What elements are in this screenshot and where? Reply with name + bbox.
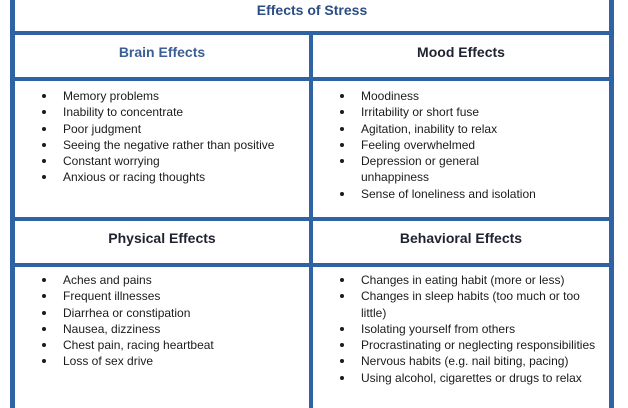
list-item: Nervous habits (e.g. nail biting, pacing) bbox=[313, 353, 609, 369]
list-item: Depression or general unhappiness bbox=[313, 153, 521, 186]
mood-effects-list bbox=[313, 88, 609, 202]
list-item: Using alcohol, cigarettes or drugs to relax bbox=[313, 370, 609, 386]
list-item: Procrastinating or neglecting responsibilities bbox=[313, 337, 609, 353]
table-title-cell bbox=[15, 0, 609, 31]
list-item: Inability to concentrate bbox=[15, 104, 309, 120]
list-item: Isolating yourself from others bbox=[313, 321, 609, 337]
list-item: Irritability or short fuse bbox=[313, 104, 609, 120]
list-item: Poor judgment bbox=[15, 121, 309, 137]
behavioral-effects-heading: Behavioral Effects bbox=[313, 221, 609, 263]
list-item: Loss of sex drive bbox=[15, 353, 309, 369]
mood-effects-heading: Mood Effects bbox=[313, 35, 609, 77]
list-item: Memory problems bbox=[15, 88, 309, 104]
list-item: Seeing the negative rather than positive bbox=[15, 137, 309, 153]
physical-effects-list bbox=[15, 272, 309, 370]
list-item: Agitation, inability to relax bbox=[313, 121, 609, 137]
list-item: Constant worrying bbox=[15, 153, 309, 169]
brain-effects-list bbox=[15, 88, 309, 186]
list-item: Diarrhea or constipation bbox=[15, 305, 309, 321]
list-item: Sense of loneliness and isolation bbox=[313, 186, 609, 202]
list-item: Anxious or racing thoughts bbox=[15, 169, 309, 185]
list-item: Changes in eating habit (more or less) bbox=[313, 272, 609, 288]
mood-effects-cell bbox=[313, 81, 609, 217]
stress-effects-table bbox=[10, 0, 614, 408]
physical-effects-cell bbox=[15, 267, 309, 408]
behavioral-effects-list bbox=[313, 272, 609, 386]
list-item: Moodiness bbox=[313, 88, 609, 104]
list-item: Aches and pains bbox=[15, 272, 309, 288]
brain-effects-cell bbox=[15, 81, 309, 217]
list-item: Chest pain, racing heartbeat bbox=[15, 337, 309, 353]
list-item: Nausea, dizziness bbox=[15, 321, 309, 337]
table-title: Effects of Stress bbox=[256, 2, 368, 18]
brain-effects-heading: Brain Effects bbox=[15, 35, 309, 77]
list-item: Changes in sleep habits (too much or too little) bbox=[313, 288, 581, 321]
behavioral-effects-cell bbox=[313, 267, 609, 408]
list-item: Frequent illnesses bbox=[15, 288, 309, 304]
physical-effects-heading: Physical Effects bbox=[15, 221, 309, 263]
list-item: Feeling overwhelmed bbox=[313, 137, 609, 153]
